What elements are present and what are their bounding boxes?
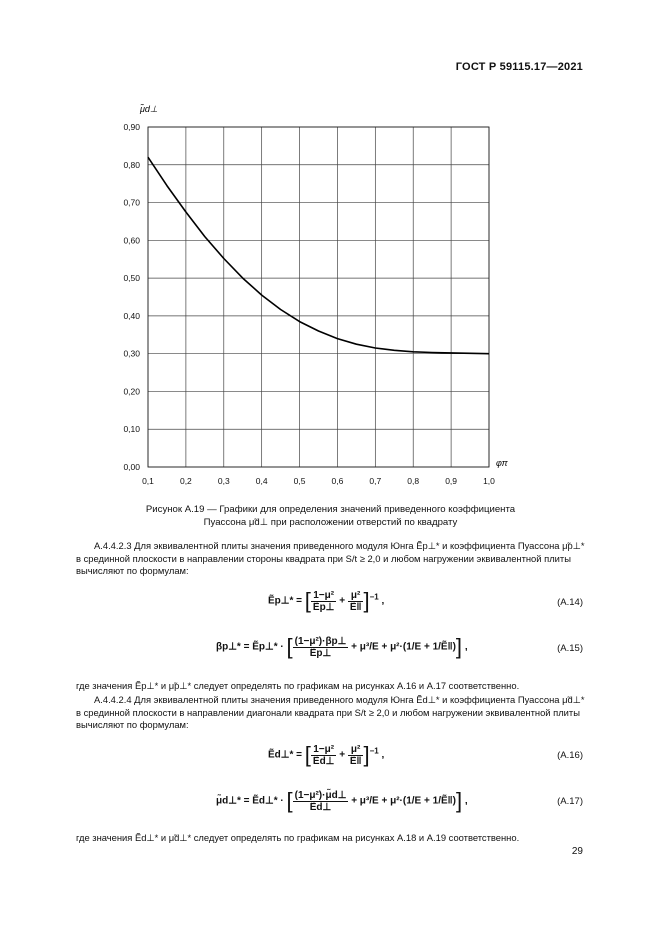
formula-a14-number: (A.14) bbox=[557, 597, 583, 608]
y-tick-label: 0,00 bbox=[123, 462, 140, 472]
formula-a15-number: (A.15) bbox=[557, 643, 583, 654]
series-line bbox=[148, 157, 489, 354]
paragraph-where-2: где значения Ẽd⊥* и μ̃d⊥* следует определять по графикам на рисунках А.18 и А.19 соответственно. bbox=[76, 832, 520, 843]
caption-line-1: Рисунок А.19 — Графики для определения значений приведенного коэффициента bbox=[145, 504, 516, 515]
formula-a15: βp⊥* = Ẽp⊥* · [ $\frac{\text{(1−μ²)·βp⊥}}{\text{Ẽp⊥}}$ + μ³/E + μ²·(1/E + 1/Ẽ‖)] , bbox=[216, 634, 468, 659]
x-tick-label: 0,4 bbox=[255, 476, 268, 486]
y-tick-label: 0,50 bbox=[123, 273, 140, 284]
x-tick-label: 0,5 bbox=[293, 476, 306, 486]
y-tick-label: 0,80 bbox=[123, 159, 140, 170]
formula-a14: Ẽp⊥* = [ $\frac{\text{1−μ²}}{\text{Ẽp⊥}}$ + $\frac{\text{μ²}}{\text{Ẽ‖}}$ ]$^{-1}$ , bbox=[268, 588, 385, 613]
plot-frame bbox=[148, 127, 489, 467]
chart-x-label: φπ bbox=[496, 458, 508, 468]
y-tick-label: 0,10 bbox=[123, 424, 140, 435]
y-tick-label: 0,90 bbox=[123, 122, 140, 132]
formula-a17-number: (A.17) bbox=[557, 796, 583, 807]
x-tick-label: 0,6 bbox=[331, 476, 344, 486]
y-tick-label: 0,30 bbox=[123, 348, 140, 359]
chart-tick-labels bbox=[123, 122, 495, 486]
chart-y-label: μ̃d⊥ bbox=[140, 104, 158, 114]
paragraph-a4424: А.4.4.2.4 Для эквивалентной плиты значения приведенного модуля Юнга Ẽd⊥* и коэффициента Пуассона μ̃d⊥* в срединной плоскости в направлении диагонали квадрата при S/t ≥ 2,0 и любом нагружении эквивалентной плиты вычисляют по формулам: bbox=[76, 694, 585, 730]
x-tick-label: 0,8 bbox=[407, 476, 420, 486]
chart-series bbox=[148, 157, 489, 354]
paragraph-a4423: А.4.4.2.3 Для эквивалентной плиты значения приведенного модуля Юнга Ẽp⊥* и коэффициента Пуассона μ̃p⊥* в срединной плоскости в направлении стороны квадрата при S/t ≥ 2,0 и любом нагружении эквивалентной плиты вычисляют по формулам: bbox=[76, 540, 585, 576]
x-tick-label: 0,1 bbox=[142, 476, 154, 486]
x-tick-label: 0,3 bbox=[217, 476, 230, 486]
chart-grid bbox=[148, 127, 489, 467]
y-tick-label: 0,20 bbox=[123, 386, 140, 397]
page-number: 29 bbox=[571, 846, 583, 857]
figure-caption bbox=[0, 503, 661, 529]
caption-line-2: Пуассона μ̃d⊥ при расположении отверстий по квадрату bbox=[203, 517, 458, 528]
paragraph-where-1: где значения Ẽp⊥* и μ̃p⊥* следует определять по графикам на рисунках А.16 и А.17 соответственно. bbox=[76, 680, 520, 691]
document-code: ГОСТ Р 59115.17—2021 bbox=[455, 61, 583, 73]
formula-a17: μ̃d⊥* = Ẽd⊥* · [ $\frac{\text{(1−μ²)·μ̃d⊥}}{\text{Ẽd⊥}}$ + μ³/E + μ²·(1/E + 1/Ẽ‖)] , bbox=[216, 788, 468, 813]
x-tick-label: 0,2 bbox=[179, 476, 192, 486]
x-tick-label: 0,7 bbox=[369, 476, 382, 486]
x-tick-label: 1,0 bbox=[483, 476, 495, 486]
formula-a16-number: (A.16) bbox=[557, 750, 583, 761]
x-tick-label: 0,9 bbox=[445, 476, 458, 486]
formula-a16: Ẽd⊥* = [ $\frac{\text{1−μ²}}{\text{Ẽd⊥}}$ + $\frac{\text{μ²}}{\text{Ẽ‖}}$ ]$^{-1}$ , bbox=[268, 742, 385, 767]
y-tick-label: 0,40 bbox=[123, 310, 140, 321]
y-tick-label: 0,70 bbox=[123, 197, 140, 208]
y-tick-label: 0,60 bbox=[123, 235, 140, 246]
